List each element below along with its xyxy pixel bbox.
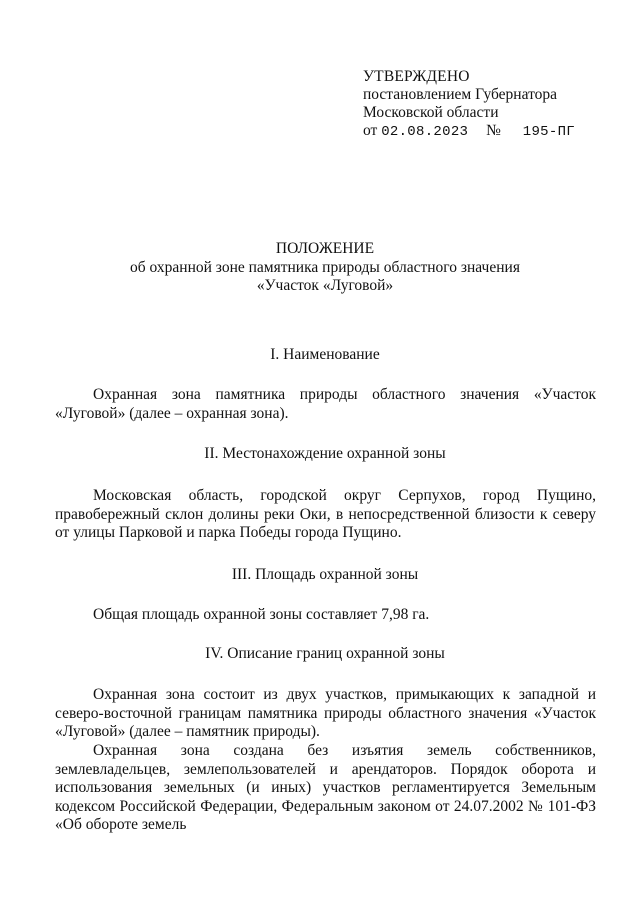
approval-title: УТВЕРЖДЕНО bbox=[363, 68, 470, 85]
approval-date: 02.08.2023 bbox=[381, 124, 469, 140]
approval-number: 195-ПГ bbox=[522, 124, 575, 140]
section-paragraph-boundaries-1: Охранная зона состоит из двух участков, примыкающих к западной и северо-восточной границам памятника природы областного значения «Участок «Луговой» (далее – памятник природы). bbox=[55, 686, 596, 741]
section-paragraph-location: Московская область, городской округ Серпухов, город Пущино, правобережный склон долины реки Оки, в непосредственной близости к северу от улицы Парковой и парка Победы города Пущино. bbox=[55, 487, 596, 542]
section-paragraph-naming: Охранная зона памятника природы областного значения «Участок «Луговой» (далее – охранная зона). bbox=[55, 386, 596, 422]
section-paragraph-boundaries-2: Охранная зона создана без изъятия земель собственников, землевладельцев, землепользователей и арендаторов. Порядок оборота и использования земельных (и иных) участков регламентируется Земельным кодексом Российской Федерации, Федеральным законом от 24.07.2002 № 101-ФЗ «Об обороте земель bbox=[55, 742, 596, 834]
document-subtitle-line-2: «Участок «Луговой» bbox=[256, 277, 394, 294]
document-title: ПОЛОЖЕНИЕ bbox=[275, 240, 375, 257]
approval-date-number-line bbox=[363, 122, 613, 141]
section-heading-naming: I. Наименование bbox=[270, 346, 380, 363]
approval-issuer-line: постановлением Губернатора bbox=[363, 86, 558, 103]
approval-number-sign: № bbox=[486, 122, 501, 139]
section-heading-boundaries: IV. Описание границ охранной зоны bbox=[205, 645, 445, 662]
section-heading-location: II. Местонахождение охранной зоны bbox=[204, 445, 446, 462]
approval-region-line: Московской области bbox=[363, 104, 499, 121]
section-heading-area: III. Площадь охранной зоны bbox=[231, 566, 419, 583]
section-paragraph-area: Общая площадь охранной зоны составляет 7,98 га. bbox=[93, 606, 430, 623]
approval-date-prefix: от bbox=[363, 122, 378, 139]
approval-stamp bbox=[363, 68, 613, 141]
document-subtitle-line-1: об охранной зоне памятника природы областного значения bbox=[130, 259, 520, 276]
